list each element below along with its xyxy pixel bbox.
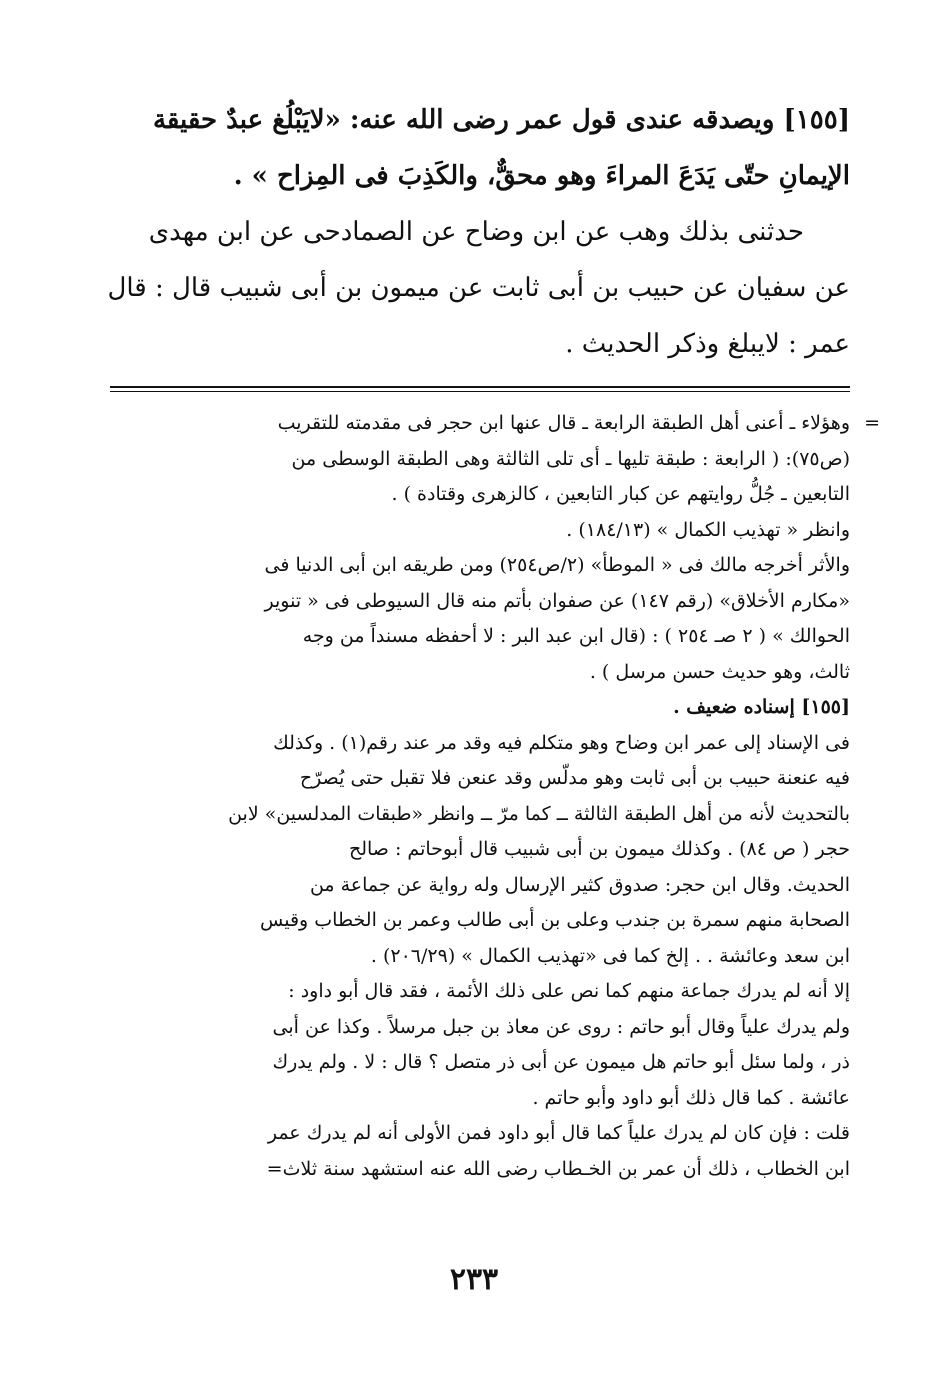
footnote-line: فى الإسناد إلى عمر ابن وضاح وهو متكلم فيه وقد مر عند رقم(١) . وكذلك [273,731,850,754]
footnote-line: الحديث. وقال ابن حجر: صدوق كثير الإرسال وله رواية عن جماعة من [309,873,850,896]
footnote-line-text: وهؤلاء ـ أعنى أهل الطبقة الرابعة ـ قال عنها ابن حجر فى مقدمته للتقريب [277,412,850,434]
footnote-line: ثالث، وهو حديث حسن مرسل ) . [589,660,850,683]
footnote-line [110,406,880,442]
footnote-line: ولم يدرك علياً وقال أبو حاتم : روى عن معاذ بن جبل مرسلاً . وكذا عن أبى [272,1015,850,1038]
main-line: الإيمانِ حتّى يَدَعَ المراءَ وهو محقٌّ، والكَذِبَ فى المِزاح » . [233,161,850,191]
page-body [107,92,880,1187]
footnote-line: التابعين ـ جُلُّ روايتهم عن كبار التابعين ، كالزهرى وقتادة ) . [391,483,850,505]
footnote-line: قلت : فإن كان لم يدرك علياً كما قال أبو داود فمن الأولى أنه لم يدرك عمر [267,1122,850,1144]
footnotes [110,406,880,1187]
footnote-line: حجر ( ص ٨٤) . وكذلك ميمون بن أبى شبيب قال أبوحاتم : صالح [348,838,850,860]
footnote-heading: [١٥٥] إسناده ضعيف . [673,696,850,718]
main-line: حدثنى بذلك وهب عن ابن وضاح عن الصمادحى عن ابن مهدى [148,217,804,247]
footnote-line: (ص٧٥): ( الرابعة : طبقة تليها ـ أى تلى الثالثة وهى الطبقة الوسطى من [291,447,850,470]
footnote-line: «مكارم الأخلاق» (رقم ١٤٧) عن صفوان بأتم منه قال السيوطى فى « تنوير [264,589,850,612]
footnote-line: عائشة . كما قال ذلك أبو داود وأبو حاتم . [532,1086,850,1109]
footnote-line: فيه عنعنة حبيب بن أبى ثابت وهو مدلّس وقد عنعن فلا تقبل حتى يُصرّح [299,767,850,789]
footnote-line: ذر ، ولما سئل أبو حاتم هل ميمون عن أبى ذر متصل ؟ قال : لا . ولم يدرك [272,1051,850,1073]
continuation-marker: = [864,412,880,434]
page-number: ٢٣٣ [449,1262,499,1297]
footnote-separator [110,386,850,392]
footnote-line: وانظر « تهذيب الكمال » (١٨٤/١٣) . [566,518,850,541]
footnote-line: الحوالك » ( ٢ صـ ٢٥٤ ) : (قال ابن عبد البر : لا أحفظه مسنداً من وجه [302,625,850,647]
main-line: عن سفيان عن حبيب بن أبى ثابت عن ميمون بن أبى شبيب قال : قال [107,273,850,303]
footnote-line: إلا أنه لم يدرك جماعة منهم كما نص على ذلك الأئمة ، فقد قال أبو داود : [288,980,850,1002]
main-text [107,92,850,372]
footnote-line: ابن الخطاب ، ذلك أن عمر بن الخـطاب رضى الله عنه استشهد سنة ثلاث= [266,1157,850,1180]
main-line: [١٥٥] ويصدقه عندى قول عمر رضى الله عنه: «لايَبْلُغ عبدٌ حقيقة [152,105,850,135]
main-line: عمر : لايبلغ وذكر الحديث . [565,329,850,359]
footnote-line: الصحابة منهم سمرة بن جندب وعلى بن أبى طالب وعمر بن الخطاب وقيس [260,909,850,931]
footnote-line: ابن سعد وعائشة . . إلخ كما فى «تهذيب الكمال » (٢٠٦/٢٩) . [370,944,850,967]
footnote-line: بالتحديث لأنه من أهل الطبقة الثالثة ــ كما مرّ ــ وانظر «طبقات المدلسين» لابن [228,802,850,825]
footnote-line: والأثر أخرجه مالك فى « الموطأ» (٢/ص٢٥٤) ومن طريقه ابن أبى الدنيا فى [264,554,850,576]
